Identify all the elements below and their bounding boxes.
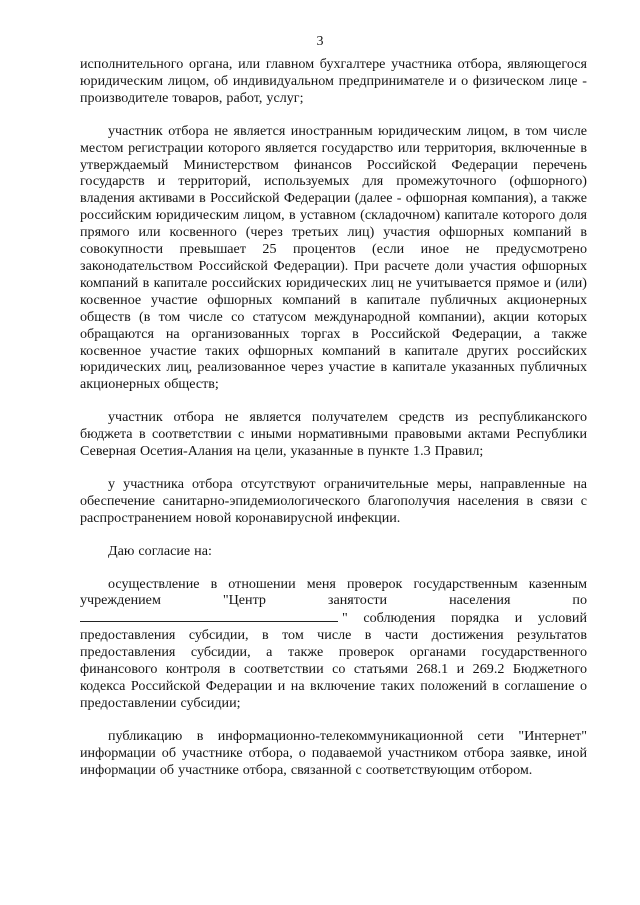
paragraph-consent-inspections <box>80 576 587 712</box>
closing-quote: " <box>342 610 348 627</box>
document-body <box>80 56 587 795</box>
paragraph-offshore: участник отбора не является иностранным юридическим лицом, в том числе местом регистрации которого является государство или территория, включенные в утверждаемый Министерством финансов Российской Федерации перечень государств и территорий, используемых для промежуточного (офшорного) владения активами в Российской Федерации (далее - офшорная компания), а также российским юридическим лицом, в уставном (складочном) капитале которого доля прямого или косвенного (через третьих лиц) участия офшорных компаний в совокупности превышает 25 процентов (если иное не предусмотрено законодательством Российской Федерации). При расчете доли участия офшорных компаний в капитале российских юридических лиц не учитывается прямое и (или) косвенное участие офшорных компаний в капитале публичных акционерных обществ (в том числе со статусом международной компании), акции которых обращаются на организованных торгах в Российской Федерации, а также косвенное участие таких офшорных компаний в капитале других российских юридических лиц, реализованное через участие в капитале указанных публичных акционерных обществ; <box>80 122 587 393</box>
paragraph-budget: участник отбора не является получателем средств из республиканского бюджета в соответствии с иными нормативными правовыми актами Республики Северная Осетия-Алания на цели, указанные в пункте 1.3 Правил; <box>80 409 587 460</box>
page-number: 3 <box>316 34 324 49</box>
inspections-text-end: соблюдения порядка и условий предоставления субсидии, в том числе в части достижения результатов предоставления субсидии, а также проверок органами государственного финансового контроля в соответствии со статьями 268.1 и 269.2 Бюджетного кодекса Российской Федерации и на включение таких положений в соглашение о предоставлении субсидии; <box>80 610 587 711</box>
inspections-text-start: осуществление в отношении меня проверок государственным казенным учреждением "Центр занятости населения по <box>80 575 587 609</box>
blank-fill-line <box>80 609 338 622</box>
paragraph-continuation: исполнительного органа, или главном бухгалтере участника отбора, являющегося юридическим лицом, об индивидуальном предпринимателе и о физическом лице - производителе товаров, работ, услуг; <box>80 56 587 106</box>
paragraph-restrictions: у участника отбора отсутствуют ограничительные меры, направленные на обеспечение санитарно-эпидемиологического благополучия населения в связи с распространением новой коронавирусной инфекции. <box>80 475 587 526</box>
paragraph-consent-publication: публикацию в информационно-телекоммуникационной сети "Интернет" информации об участнике отбора, о подаваемой участником отбора заявке, иной информации об участнике отбора, связанной с соответствующим отбором. <box>80 727 587 778</box>
paragraph-consent-heading: Даю согласие на: <box>108 542 212 559</box>
